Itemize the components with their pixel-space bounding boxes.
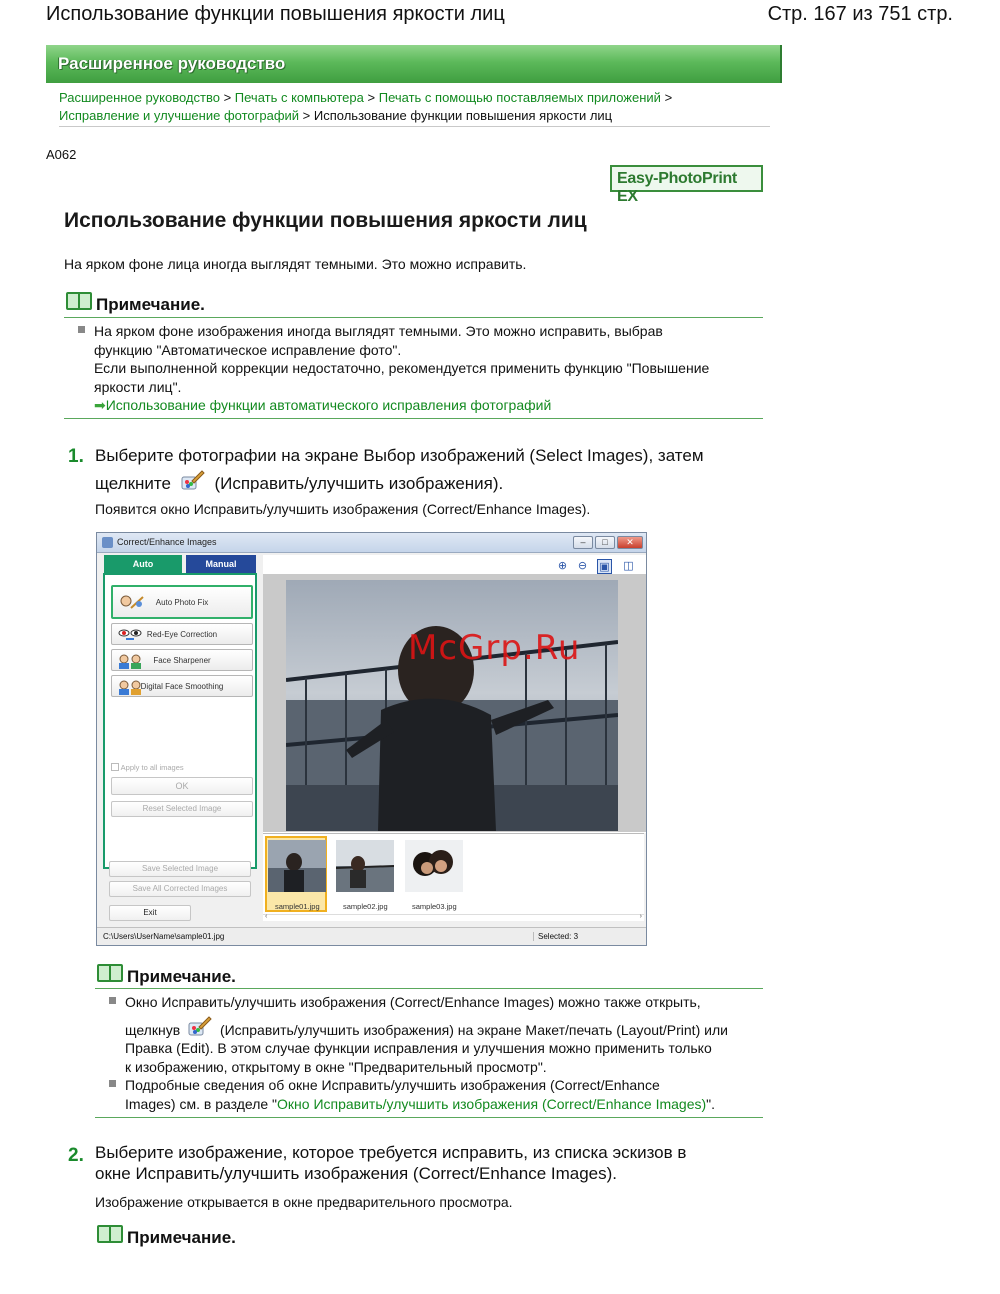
document-code: A062 [46,147,77,162]
status-bar [97,927,646,945]
note-rule [95,988,763,989]
red-eye-icon [116,627,146,643]
note-rule [95,1117,763,1118]
thumbnail-image[interactable] [405,840,463,892]
note-line-text: Images) см. в разделе " [125,1095,278,1112]
note-heading: Примечание. [96,295,205,314]
thumbnail-image[interactable] [336,840,394,892]
banner-label: Расширенное руководство [58,54,286,73]
window-titlebar [97,533,646,553]
bullet-icon [109,1080,116,1087]
note-line-text: щелкнув [125,1021,181,1038]
note-book-icon [97,964,123,982]
watermark: McGrp.Ru [408,628,581,668]
status-path: C:\Users\UserName\sample01.jpg [103,932,225,941]
thumbnail-image[interactable] [268,840,326,892]
photo-fix-icon [117,594,147,610]
bullet-icon [78,326,85,333]
step-result: Изображение открывается в окне предварительного просмотра. [95,1194,513,1210]
status-selected-count: Selected: 3 [533,932,578,941]
auto-panel [103,573,257,869]
link-auto-photo-fix[interactable]: Использование функции автоматического исправления фотографий [105,397,552,413]
product-badge-label: Easy-PhotoPrint EX [617,170,737,205]
digital-face-smoothing-button[interactable] [111,675,253,697]
note-line-text: На ярком фоне изображения иногда выглядят темными. Это можно исправить, выбрав [94,323,663,339]
face-sharpener-button[interactable] [111,649,253,671]
note-line-text: Окно Исправить/улучшить изображения (Correct/Enhance Images) можно также открыть, [125,994,701,1010]
note-book-icon [66,292,92,310]
correct-enhance-icon [180,469,206,491]
button-label: Auto Photo Fix [155,598,209,607]
note-line-text: ". [706,1095,715,1112]
save-all-corrected-images-button[interactable]: Save All Corrected Images [109,881,251,897]
app-icon [102,537,113,548]
scroll-right-icon[interactable]: › [639,913,642,920]
minimize-icon[interactable]: – [573,536,593,549]
window-title: Correct/Enhance Images [117,537,217,547]
preview-photo [286,580,618,831]
breadcrumb-link-correct-photos[interactable]: Исправление и улучшение фотографий [59,107,300,123]
arrow-icon: ➡ [94,397,106,413]
button-label: Red-Eye Correction [146,630,218,639]
step-line: (Исправить/улучшить изображения). [214,474,504,493]
red-eye-correction-button[interactable] [111,623,253,645]
step-instruction [95,1142,765,1184]
document-header-title: Использование функции повышения яркости лиц [46,3,505,25]
note-rule [64,317,763,318]
button-label: Digital Face Smoothing [140,682,224,691]
step-line: окне Исправить/улучшить изображения (Correct/Enhance Images). [95,1164,618,1183]
thumbnail-label: sample03.jpg [412,902,457,911]
exit-button[interactable]: Exit [109,905,191,921]
step-line: щелкните [95,474,171,493]
correct-enhance-window [96,532,647,946]
note-heading: Примечание. [127,1228,236,1247]
apply-all-label: Apply to all images [120,763,184,772]
page-counter: Стр. 167 из 751 стр. [767,3,953,25]
face-smoothing-icon [116,679,146,695]
thumbnail-strip [263,833,644,921]
apply-all-checkbox[interactable] [111,763,119,771]
step-instruction [95,442,765,497]
single-view-icon[interactable]: ▣ [597,559,612,574]
note-rule [64,418,763,419]
section-banner [46,45,782,83]
note-line-text: функцию "Автоматическое исправление фото". [94,341,402,358]
correct-enhance-icon [187,1015,213,1037]
zoom-in-icon[interactable]: ⊕ [557,560,568,572]
apply-all-row[interactable] [111,763,184,772]
breadcrumb-separator: > [367,90,376,105]
divider [59,126,770,127]
maximize-icon[interactable]: □ [595,536,615,549]
step-number: 1. [68,446,84,467]
tab-auto[interactable]: Auto [104,555,182,573]
intro-text: На ярком фоне лица иногда выглядят темными. Это можно исправить. [64,256,527,272]
note-heading: Примечание. [127,967,236,986]
close-icon[interactable]: ✕ [617,536,643,549]
thumbnail-scrollbar[interactable] [263,914,644,922]
note-line-text: Правка (Edit). В этом случае функции исправления и улучшения можно применить только [125,1040,712,1056]
note-line-text: яркости лиц". [94,378,182,395]
button-label: Face Sharpener [153,656,211,665]
step-number: 2. [68,1145,84,1166]
face-sharpener-icon [116,653,146,669]
step-result: Появится окно Исправить/улучшить изображения (Correct/Enhance Images). [95,501,591,517]
auto-photo-fix-button[interactable] [111,585,253,619]
thumbnail-label: sample01.jpg [275,902,320,911]
breadcrumb-current: Использование функции повышения яркости лиц [313,107,613,123]
note-body [94,322,764,415]
zoom-out-icon[interactable]: ⊖ [577,560,588,572]
breadcrumb-link-bundled-apps[interactable]: Печать с помощью поставляемых приложений [378,90,661,105]
note-book-icon [97,1225,123,1243]
step-line: Выберите фотографии на экране Выбор изображений (Select Images), затем [95,446,704,465]
note-line-text: к изображению, открытому в окне "Предварительный просмотр". [125,1058,547,1075]
note-line-text: (Исправить/улучшить изображения) на экране Макет/печать (Layout/Print) или [219,1021,728,1038]
breadcrumb-link-guide[interactable]: Расширенное руководство [59,90,220,105]
product-badge [610,165,763,205]
breadcrumb-separator: > [664,90,673,105]
note-body [125,993,765,1113]
note-line-text: Если выполненной коррекции недостаточно, рекомендуется применить функцию "Повышение [94,360,710,376]
note-line-text: Подробные сведения об окне Исправить/улучшить изображения (Correct/Enhance [125,1077,660,1093]
breadcrumb [59,89,771,124]
bullet-icon [109,997,116,1004]
breadcrumb-separator: > [223,90,232,105]
compare-view-icon[interactable]: ◫ [623,560,634,572]
reset-selected-image-button[interactable]: Reset Selected Image [111,801,253,817]
save-selected-image-button[interactable]: Save Selected Image [109,861,251,877]
breadcrumb-link-print-from-pc[interactable]: Печать с компьютера [234,90,364,105]
page-title: Использование функции повышения яркости лиц [64,209,587,232]
link-correct-enhance-window[interactable]: Окно Исправить/улучшить изображения (Correct/Enhance Images) [277,1095,707,1112]
step-line: Выберите изображение, которое требуется исправить, из списка эскизов в [95,1143,687,1162]
thumbnail-label: sample02.jpg [343,902,388,911]
breadcrumb-separator: > [302,107,311,123]
ok-button[interactable]: OK [111,777,253,795]
scroll-left-icon[interactable]: ‹ [265,913,268,920]
tab-manual[interactable]: Manual [186,555,256,573]
